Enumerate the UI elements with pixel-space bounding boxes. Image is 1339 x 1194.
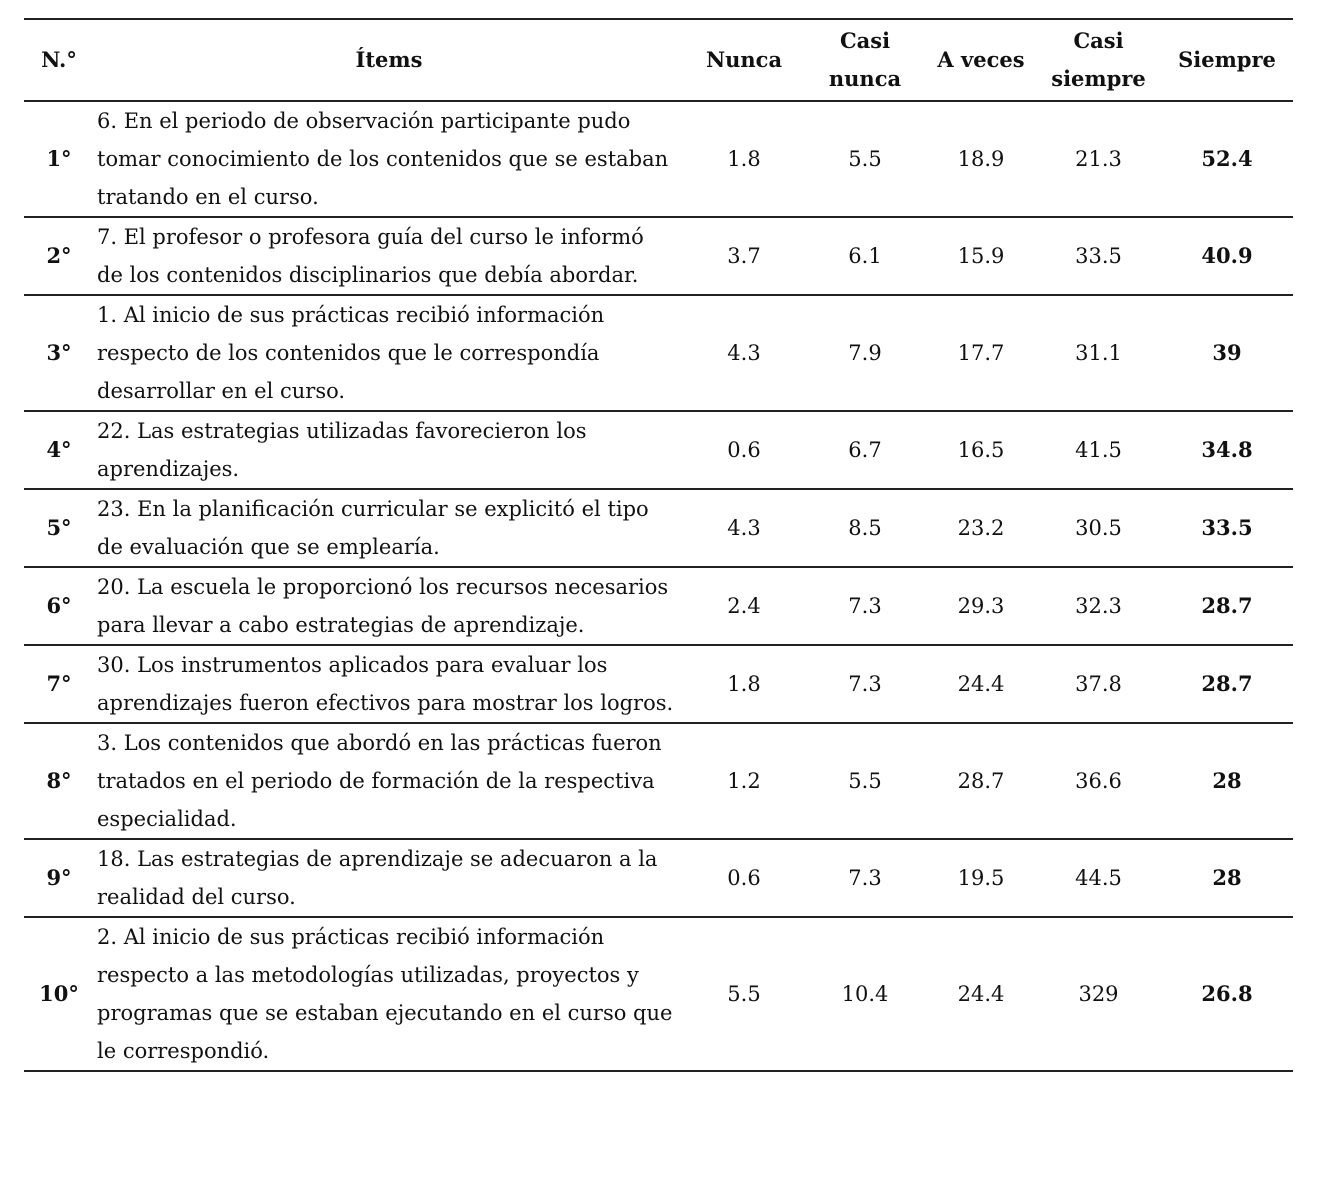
row-item-text: 1. Al inicio de sus prácticas recibió información respecto de los contenidos que le correspondía desarrollar en el curso.	[97, 303, 605, 403]
results-table	[24, 18, 1293, 1072]
header-items: Ítems	[355, 47, 423, 72]
table-header-row	[24, 19, 1293, 101]
cell-casi-siempre: 44.5	[1075, 866, 1122, 890]
header-casi-nunca: Casi nunca	[828, 28, 902, 91]
cell-nunca: 1.8	[727, 147, 761, 171]
cell-a-veces: 23.2	[957, 516, 1005, 540]
cell-a-veces: 18.9	[957, 147, 1005, 171]
cell-casi-nunca: 5.5	[848, 769, 882, 793]
cell-siempre: 52.4	[1201, 146, 1253, 171]
cell-casi-siempre: 30.5	[1075, 516, 1122, 540]
cell-casi-siempre: 37.8	[1075, 672, 1122, 696]
row-item-text: 22. Las estrategias utilizadas favorecieron los aprendizajes.	[97, 419, 587, 481]
cell-casi-nunca: 7.3	[848, 866, 882, 890]
cell-siempre: 33.5	[1201, 515, 1253, 540]
cell-casi-nunca: 7.3	[848, 594, 882, 618]
cell-casi-nunca: 5.5	[848, 147, 882, 171]
cell-casi-siempre: 36.6	[1075, 769, 1122, 793]
row-number: 2°	[46, 243, 72, 268]
header-nunca: Nunca	[705, 47, 783, 72]
cell-nunca: 5.5	[727, 982, 761, 1006]
cell-siempre: 28.7	[1201, 671, 1253, 696]
cell-siempre: 28	[1212, 768, 1242, 793]
cell-a-veces: 24.4	[957, 982, 1005, 1006]
results-table-container	[24, 18, 1293, 1072]
row-number: 5°	[46, 515, 72, 540]
table-row	[24, 295, 1293, 411]
header-siempre: Siempre	[1178, 47, 1276, 72]
cell-siempre: 34.8	[1201, 437, 1253, 462]
cell-siempre: 40.9	[1201, 243, 1253, 268]
table-row	[24, 101, 1293, 217]
cell-a-veces: 16.5	[957, 438, 1005, 462]
table-row	[24, 217, 1293, 295]
row-item-text: 3. Los contenidos que abordó en las prácticas fueron tratados en el periodo de formación de la respectiva especialidad.	[97, 731, 662, 831]
table-row	[24, 917, 1293, 1071]
cell-nunca: 3.7	[727, 244, 761, 268]
cell-casi-siempre: 329	[1078, 982, 1119, 1006]
table-row	[24, 489, 1293, 567]
header-num: N.°	[41, 47, 77, 72]
cell-a-veces: 19.5	[957, 866, 1005, 890]
row-item-text: 6. En el periodo de observación participante pudo tomar conocimiento de los contenidos que se estaban tratando en el curso.	[97, 109, 669, 209]
cell-siempre: 26.8	[1201, 981, 1253, 1006]
cell-casi-nunca: 10.4	[841, 982, 889, 1006]
cell-nunca: 1.8	[727, 672, 761, 696]
cell-casi-siempre: 32.3	[1075, 594, 1122, 618]
cell-nunca: 4.3	[727, 516, 761, 540]
cell-nunca: 2.4	[727, 594, 761, 618]
cell-casi-nunca: 8.5	[848, 516, 882, 540]
table-row	[24, 645, 1293, 723]
row-number: 1°	[46, 146, 72, 171]
row-item-text: 7. El profesor o profesora guía del curso le informó de los contenidos disciplinarios que debía abordar.	[97, 225, 644, 287]
row-number: 8°	[46, 768, 72, 793]
row-item-text: 2. Al inicio de sus prácticas recibió información respecto a las metodologías utilizadas, proyectos y programas que se estaban ejecutando en el curso que le correspondió.	[97, 925, 673, 1063]
cell-siempre: 28.7	[1201, 593, 1253, 618]
cell-casi-nunca: 7.3	[848, 672, 882, 696]
cell-nunca: 0.6	[727, 438, 761, 462]
row-number: 10°	[39, 981, 79, 1006]
cell-siempre: 39	[1212, 340, 1242, 365]
cell-a-veces: 24.4	[957, 672, 1005, 696]
cell-casi-nunca: 7.9	[848, 341, 882, 365]
cell-casi-nunca: 6.7	[848, 438, 882, 462]
cell-a-veces: 15.9	[957, 244, 1005, 268]
row-item-text: 18. Las estrategias de aprendizaje se adecuaron a la realidad del curso.	[97, 847, 658, 909]
cell-casi-siempre: 21.3	[1075, 147, 1122, 171]
table-row	[24, 723, 1293, 839]
header-a-veces: A veces	[937, 47, 1025, 72]
cell-casi-siempre: 41.5	[1075, 438, 1122, 462]
cell-casi-siempre: 33.5	[1075, 244, 1122, 268]
row-number: 4°	[46, 437, 72, 462]
row-item-text: 30. Los instrumentos aplicados para evaluar los aprendizajes fueron efectivos para mostrar los logros.	[97, 653, 674, 715]
header-casi-siempre: Casi siempre	[1051, 28, 1146, 91]
cell-nunca: 0.6	[727, 866, 761, 890]
table-row	[24, 411, 1293, 489]
row-number: 3°	[46, 340, 72, 365]
cell-siempre: 28	[1212, 865, 1242, 890]
table-body	[24, 101, 1293, 1071]
row-item-text: 20. La escuela le proporcionó los recursos necesarios para llevar a cabo estrategias de aprendizaje.	[97, 575, 669, 637]
cell-a-veces: 28.7	[957, 769, 1005, 793]
cell-casi-siempre: 31.1	[1075, 341, 1122, 365]
table-row	[24, 567, 1293, 645]
cell-nunca: 4.3	[727, 341, 761, 365]
cell-casi-nunca: 6.1	[848, 244, 882, 268]
row-item-text: 23. En la planificación curricular se explicitó el tipo de evaluación que se emplearía.	[97, 497, 649, 559]
cell-nunca: 1.2	[727, 769, 761, 793]
row-number: 7°	[46, 671, 72, 696]
row-number: 6°	[46, 593, 72, 618]
cell-a-veces: 29.3	[957, 594, 1005, 618]
row-number: 9°	[46, 865, 72, 890]
table-row	[24, 839, 1293, 917]
cell-a-veces: 17.7	[957, 341, 1005, 365]
